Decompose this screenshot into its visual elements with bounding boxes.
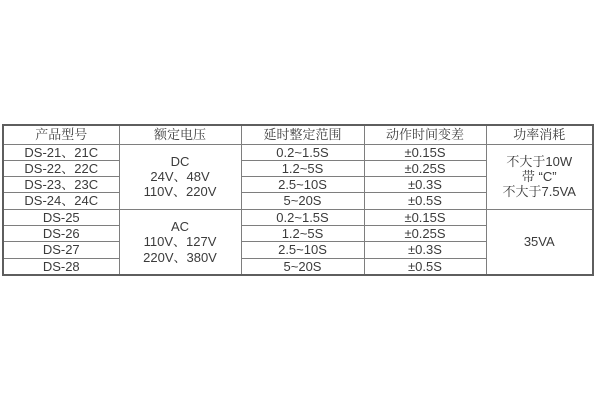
header-rated-voltage: 额定电压 xyxy=(119,125,241,144)
model-cell: DS-22、22C xyxy=(3,160,119,176)
delay-range-cell: 0.2~1.5S xyxy=(241,209,364,225)
header-product-model: 产品型号 xyxy=(3,125,119,144)
header-power-consumption: 功率消耗 xyxy=(486,125,593,144)
deviation-cell: ±0.3S xyxy=(364,177,486,193)
delay-range-cell: 0.2~1.5S xyxy=(241,144,364,160)
deviation-cell: ±0.15S xyxy=(364,209,486,225)
spec-table xyxy=(2,124,594,276)
voltage-line: 110V、127V xyxy=(143,234,217,250)
voltage-line: 220V、380V xyxy=(143,249,217,265)
voltage-line: 24V、48V xyxy=(150,168,210,184)
deviation-cell: ±0.15S xyxy=(364,144,486,160)
deviation-cell: ±0.25S xyxy=(364,160,486,176)
voltage-line: DC xyxy=(170,153,190,169)
model-cell: DS-28 xyxy=(3,258,119,275)
model-cell: DS-23、23C xyxy=(3,177,119,193)
model-cell: DS-25 xyxy=(3,209,119,225)
voltage-cell-dc xyxy=(119,144,241,209)
power-cell-ac: 35VA xyxy=(486,209,593,275)
delay-range-cell: 5~20S xyxy=(241,258,364,275)
voltage-cell-ac xyxy=(119,209,241,275)
power-line: 不大于7.5VA xyxy=(502,184,576,200)
table-row xyxy=(3,144,593,160)
voltage-line: 110V、220V xyxy=(143,184,217,200)
header-action-time-variation: 动作时间变差 xyxy=(364,125,486,144)
deviation-cell: ±0.5S xyxy=(364,193,486,209)
power-cell-dc xyxy=(486,144,593,209)
delay-range-cell: 2.5~10S xyxy=(241,242,364,258)
model-cell: DS-24、24C xyxy=(3,193,119,209)
table-row xyxy=(3,209,593,225)
model-cell: DS-26 xyxy=(3,226,119,242)
deviation-cell: ±0.3S xyxy=(364,242,486,258)
model-cell: DS-27 xyxy=(3,242,119,258)
power-line: 不大于10W xyxy=(506,153,573,169)
deviation-cell: ±0.25S xyxy=(364,226,486,242)
deviation-cell: ±0.5S xyxy=(364,258,486,275)
delay-range-cell: 2.5~10S xyxy=(241,177,364,193)
power-line: 带 “C” xyxy=(521,168,557,184)
header-delay-setting-range: 延时整定范围 xyxy=(241,125,364,144)
delay-range-cell: 1.2~5S xyxy=(241,160,364,176)
delay-range-cell: 5~20S xyxy=(241,193,364,209)
delay-range-cell: 1.2~5S xyxy=(241,226,364,242)
model-cell: DS-21、21C xyxy=(3,144,119,160)
table-header-row xyxy=(3,125,593,144)
voltage-line: AC xyxy=(170,218,190,234)
